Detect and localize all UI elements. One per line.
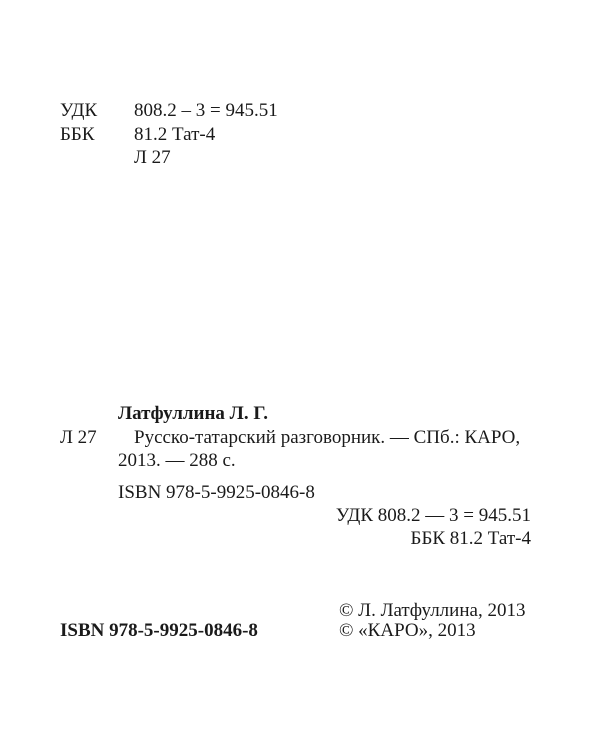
udk-label: УДК xyxy=(60,100,98,121)
bbk-value: 81.2 Тат-4 xyxy=(134,124,216,145)
author-mark-top: Л 27 xyxy=(134,147,171,168)
copyright-author: © Л. Латфуллина, 2013 xyxy=(339,600,526,621)
author-mark-card: Л 27 xyxy=(60,427,97,448)
udk-card: УДК 808.2 — 3 = 945.51 xyxy=(335,505,531,526)
isbn-footer: ISBN 978-5-9925-0846-8 xyxy=(60,620,258,641)
udk-value: 808.2 – 3 = 945.51 xyxy=(134,100,278,121)
author-heading: Латфуллина Л. Г. xyxy=(118,403,269,424)
copyright-publisher: © «КАРО», 2013 xyxy=(339,620,476,641)
bbk-label: ББК xyxy=(60,124,95,145)
bbk-card: ББК 81.2 Тат-4 xyxy=(410,528,531,549)
isbn-card: ISBN 978-5-9925-0846-8 xyxy=(118,482,315,503)
book-title-line-2: 2013. — 288 с. xyxy=(118,450,236,471)
book-title-line-1: Русско-татарский разговорник. — СПб.: КАРО, xyxy=(134,427,521,448)
